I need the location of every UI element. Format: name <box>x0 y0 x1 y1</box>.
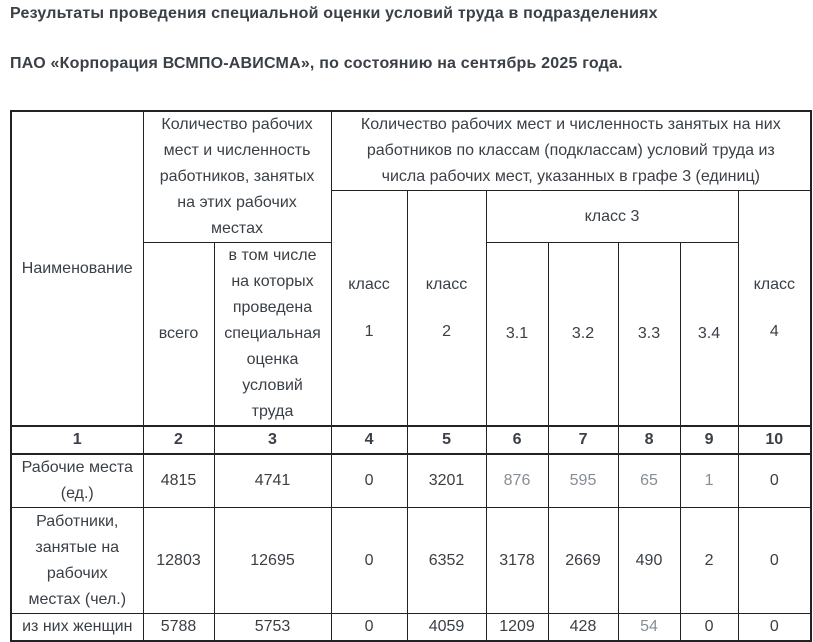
klass-2-word: класс <box>425 275 468 293</box>
column-number-cell: 7 <box>548 426 618 454</box>
column-number-cell: 3 <box>214 426 331 454</box>
value-cell: 595 <box>548 454 618 508</box>
column-number-cell: 6 <box>486 426 548 454</box>
value-cell: 1 <box>680 454 738 508</box>
row-label: Работники, занятые на рабочих местах (чел.) <box>11 508 143 614</box>
table-row-women <box>11 614 811 642</box>
header-klass-4 <box>738 191 811 427</box>
value-cell: 3178 <box>486 508 548 614</box>
page <box>0 3 813 642</box>
value-cell: 12803 <box>143 508 214 614</box>
header-klass-2 <box>407 191 486 427</box>
column-number-cell: 4 <box>331 426 407 454</box>
value-cell: 2 <box>680 508 738 614</box>
value-cell: 0 <box>331 454 407 508</box>
value-cell: 0 <box>738 614 811 642</box>
klass-2-number: 2 <box>442 322 451 340</box>
value-cell: 5753 <box>214 614 331 642</box>
klass-4-word: класс <box>753 275 796 293</box>
value-cell: 0 <box>331 614 407 642</box>
klass-1-number: 1 <box>364 322 374 340</box>
table-row-workers <box>11 508 811 614</box>
value-cell: 3201 <box>407 454 486 508</box>
klass-4-number: 4 <box>769 322 779 340</box>
column-numbers-row <box>11 426 811 454</box>
row-label: Рабочие места (ед.) <box>11 454 143 508</box>
column-number-cell: 9 <box>680 426 738 454</box>
column-number-cell: 5 <box>407 426 486 454</box>
value-cell: 0 <box>680 614 738 642</box>
value-cell: 0 <box>738 454 811 508</box>
value-cell: 65 <box>618 454 680 508</box>
header-subclass-3-4: 3.4 <box>680 243 738 427</box>
value-cell: 428 <box>548 614 618 642</box>
header-klass-3: класс 3 <box>486 191 738 243</box>
value-cell: 0 <box>738 508 811 614</box>
column-number-cell: 2 <box>143 426 214 454</box>
header-name: Наименование <box>11 111 143 426</box>
header-row-groups <box>11 111 811 191</box>
value-cell: 2669 <box>548 508 618 614</box>
value-cell: 4059 <box>407 614 486 642</box>
value-cell: 876 <box>486 454 548 508</box>
value-cell: 54 <box>618 614 680 642</box>
header-vsego: всего <box>143 243 214 427</box>
column-number-cell: 1 <box>11 426 143 454</box>
column-number-cell: 10 <box>738 426 811 454</box>
value-cell: 0 <box>331 508 407 614</box>
header-subclass-3-3: 3.3 <box>618 243 680 427</box>
value-cell: 12695 <box>214 508 331 614</box>
value-cell: 5788 <box>143 614 214 642</box>
header-left-group: Количество рабочих мест и численность работников, занятых на этих рабочих местах <box>143 111 331 243</box>
klass-1-word: класс <box>348 275 390 293</box>
sout-results-table <box>10 110 812 642</box>
header-klass-1 <box>331 191 407 427</box>
value-cell: 490 <box>618 508 680 614</box>
value-cell: 4741 <box>214 454 331 508</box>
value-cell: 6352 <box>407 508 486 614</box>
table-row-workplaces <box>11 454 811 508</box>
page-subtitle: ПАО «Корпорация ВСМПО-АВИСМА», по состоянию на сентябрь 2025 года. <box>10 55 623 72</box>
header-subclass-3-1: 3.1 <box>486 243 548 427</box>
header-v-tom-chisle: в том числе на которых проведена специальная оценка условий труда <box>214 243 331 427</box>
value-cell: 4815 <box>143 454 214 508</box>
header-subclass-3-2: 3.2 <box>548 243 618 427</box>
column-number-cell: 8 <box>618 426 680 454</box>
header-right-group: Количество рабочих мест и численность занятых на них работников по классам (подклассам) условий труда из числа рабочих мест, указанных в графе 3 (единиц) <box>331 111 811 191</box>
row-label: из них женщин <box>11 614 143 642</box>
value-cell: 1209 <box>486 614 548 642</box>
page-title: Результаты проведения специальной оценки условий труда в подразделениях <box>10 5 658 22</box>
